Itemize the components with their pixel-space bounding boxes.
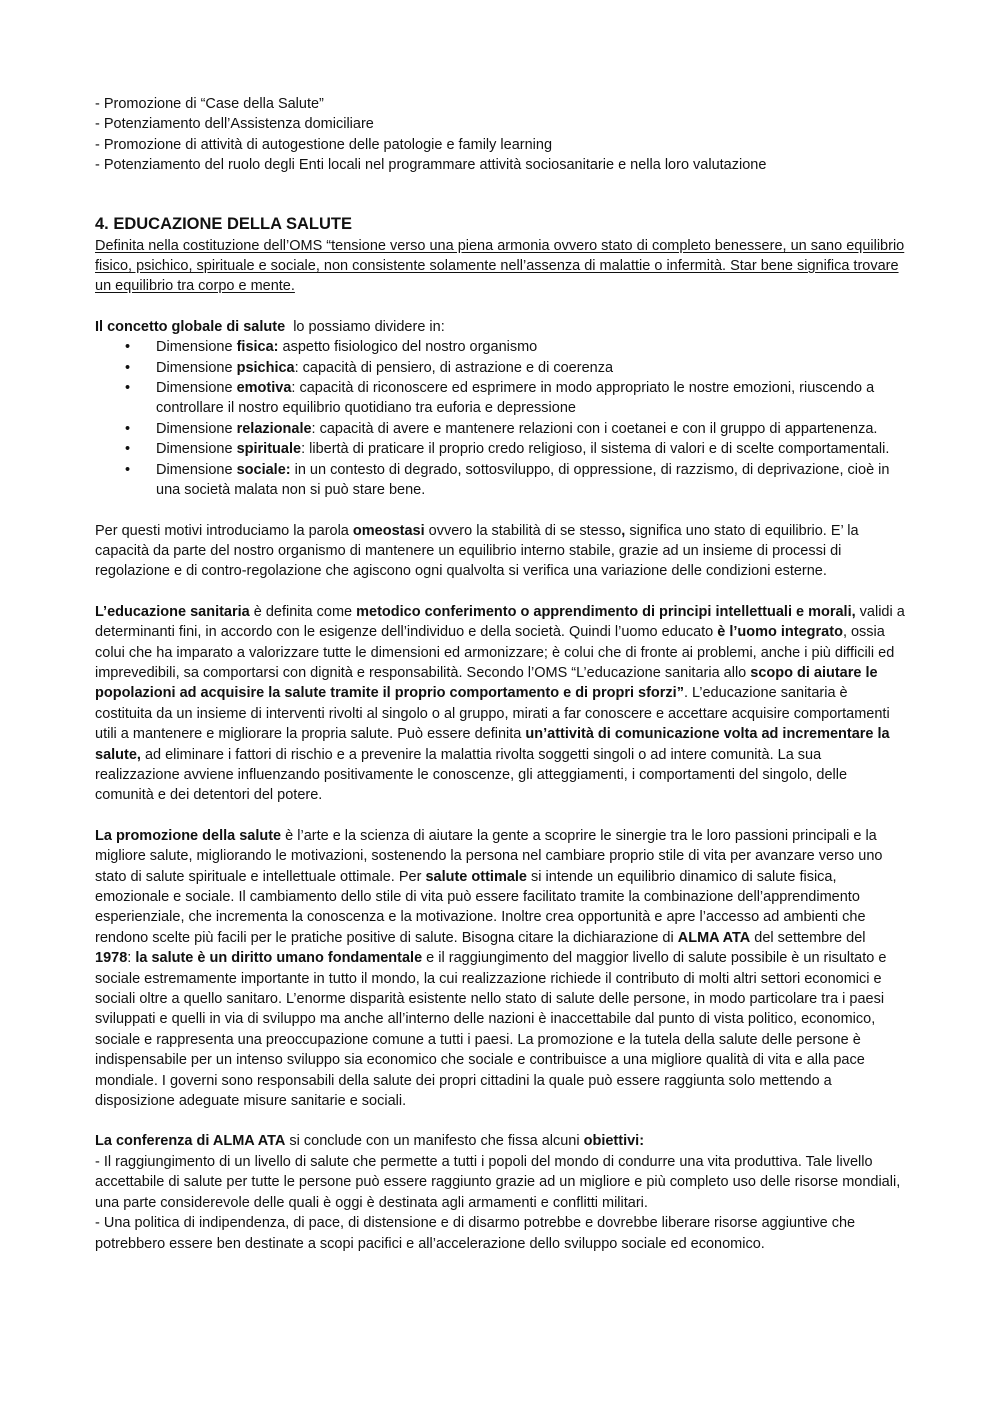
dimension-prefix: Dimensione [156,380,237,397]
text-run: significa uno stato di equilibrio. E’ la capacità da parte del nostro organismo di mantenere un equilibrio interno stabile, grazie ad un insieme di processi di regolazione e di contro-regolazione che agiscono ogni qualvolta si verifica una variazione delle condizioni esterne. [95,522,859,580]
dimension-item [95,358,905,378]
dimension-prefix: Dimensione [156,441,237,458]
bold-term: metodico conferimento o apprendimento di principi intellettuali e morali, [356,603,856,620]
dimension-desc: in un contesto di degrado, sottosviluppo, di oppressione, di razzismo, di deprivazione, cioè in una società malata non si può stare bene. [156,461,890,499]
bullet-glyph: • [125,461,131,478]
text-run: del settembre del [750,929,866,946]
educazione-paragraph [95,602,905,806]
conferenza-section [95,1131,905,1253]
dimension-prefix: Dimensione [156,420,237,437]
dimension-prefix: Dimensione [156,359,237,376]
bold-term: 1978 [95,950,128,967]
bullet-glyph: • [125,441,131,458]
dimension-name: spirituale [236,441,302,458]
bold-term: La promozione della salute [95,827,282,844]
list-item: - Potenziamento dell’Assistenza domiciliare [95,116,374,133]
bold-term: omeostasi [352,522,425,539]
text-run: è l’arte e la scienza di aiutare la gente a scoprire le sinergie tra le loro passioni principali e la migliore salute, migliorando le motivazioni, sostenendo la persona nel cambiare proprio stile di vita per avanzare verso uno stato di salute spirituale e intellettuale ottimale. Per [95,827,883,885]
text-run: ad eliminare i fattori di rischio e a prevenire la malattia rivolta soggetti singoli o ad intere comunità. La sua realizzazione avviene influenzando positivamente le conoscenze, gli atteggiamenti, i comportamenti del singolo, delle comunità e dei detentori del potere. [95,746,848,804]
conferenza-intro [95,1131,905,1151]
document-page [95,94,905,1254]
text-run: validi a determinanti fini, in accordo con le esigenze dell’individuo e della società. Quindi l’uomo educato [95,603,905,641]
dimension-desc: : capacità di pensiero, di astrazione e di coerenza [294,359,614,376]
list-item: - Potenziamento del ruolo degli Enti locali nel programmare attività sociosanitarie e nella loro valutazione [95,157,767,174]
dimension-desc: aspetto fisiologico del nostro organismo [278,339,538,356]
dimension-item [95,460,905,501]
dimension-item [95,439,905,459]
dimension-desc: : libertà di praticare il proprio credo religioso, il sistema di valori e di scelte comportamentali. [301,441,890,458]
dimension-name: relazionale [236,420,312,437]
dimension-list [95,337,905,500]
text-run: è definita come [249,603,357,620]
bold-term: obiettivi: [583,1133,645,1150]
bold-term: La conferenza di ALMA ATA [95,1133,286,1150]
text-run: si intende un equilibrio dinamico di salute fisica, emozionale e sociale. Il cambiamento dello stile di vita può essere facilitato tramite la combinazione dell’apprendimento esperienziale, che incrementa la conoscenza e la motivazione. Inoltre crea opportunità e apre l’accesso ad ambienti che rendono scelte più facili per le pratiche positive di salute. Bisogna citare la dichiarazione di [95,868,866,946]
text-run: ovvero la stabilità di se stesso [424,522,622,539]
bullet-glyph: • [125,380,131,397]
objective-item: - Il raggiungimento di un livello di salute che permette a tutti i popoli del mondo di condurre una vita produttiva. Tale livello accettabile di salute per tutte le persone può essere raggiunto grazie ad un migliore e più completo uso delle risorse mondiali, una parte considerevole delle quali è oggi è destinata agli armamenti e conflitti militari. [95,1153,901,1211]
text-run: , ossia colui che ha imparato a valorizzare tutte le dimensioni ed armonizzare; è colui che di fronte ai problemi, anche i più difficili ed imprevedibili, sa comportarsi con dignità e responsabilità. Secondo l’OMS “L’educazione sanitaria allo [95,624,895,681]
dimension-prefix: Dimensione [156,461,237,478]
bold-term: salute ottimale [425,868,527,885]
dimension-item [95,337,905,357]
concept-intro-text: lo possiamo dividere in: [285,318,445,335]
bullet-glyph: • [125,420,131,437]
bold-term: L’educazione sanitaria [95,603,250,620]
text-run: si conclude con un manifesto che fissa alcuni [285,1133,584,1150]
dimension-item [95,378,905,419]
text-run: . L’educazione sanitaria è costituita da un insieme di interventi rivolti al singolo o al gruppo, mirati a far conoscere e accettare acquisire comportamenti utili a mantenere e migliorare la propria salute. Può essere definita [95,685,890,743]
dimension-desc: : capacità di riconoscere ed esprimere in modo appropriato le nostre emozioni, riuscendo a controllare il nostro equilibrio quotidiano tra euforia e depressione [156,380,875,417]
list-item: - Promozione di attività di autogestione delle patologie e family learning [95,136,553,153]
bold-term: la salute è un diritto umano fondamentale [135,950,423,967]
concept-section [95,317,905,501]
bold-term: scopo di aiutare le popolazioni ad acquisire la salute tramite il proprio comportamento e di propri sforzi” [95,664,878,702]
dimension-prefix: Dimensione [156,339,237,356]
bold-term: ALMA ATA [677,929,751,946]
promozione-paragraph [95,826,905,1112]
dimension-name: sociale: [236,461,291,478]
list-item: - Promozione di “Case della Salute” [95,96,324,112]
dimension-name: fisica: [236,339,279,356]
dimension-name: psichica [236,359,295,376]
dimension-desc: : capacità di avere e mantenere relazioni con i coetanei e con il gruppo di appartenenza. [311,420,878,437]
text-run: e il raggiungimento del maggior livello di salute possibile è un risultato e sociale estremamente importante in tutto il mondo, la cui realizzazione richiede il contributo di molti altri settori economici e sociali oltre a quello sanitaro. L’enorme disparità esistente nello stato di salute delle persone, in modo particolare tra i paesi sviluppati e quelli in via di sviluppo ma anche all’interno delle nazioni è inaccettabile dal punto di vista politico, economico, sociale e rappresenta una preoccupazione comune a tutti i paesi. La promozione e la tutela della salute delle persone è indispensabile per un intenso sviluppo sia economico che sociale e contribuisce a una migliore qualità di vita e alla pace mondiale. I governi sono responsabili della salute dei propri cittadini la quale può essere raggiunta solo mettendo a disposizione adeguate misure sanitarie e sociali. [95,950,887,1110]
bullet-glyph: • [125,339,131,356]
text-run: : [127,950,136,967]
section-heading: 4. EDUCAZIONE DELLA SALUTE [95,214,352,233]
concept-intro [95,317,905,337]
concept-intro-bold: Il concetto globale di salute [95,318,286,335]
omeostasi-paragraph [95,521,905,582]
bullet-glyph: • [125,359,131,376]
dimension-name: emotiva [236,380,292,397]
intro-list [95,94,905,176]
section-definition: Definita nella costituzione dell’OMS “tensione verso una piena armonia ovvero stato di completo benessere, un sano equilibrio fisico, psichico, spirituale e sociale, non consistente solamente nell’assenza di malattie o infermità. Star bene significa trovare un equilibrio tra corpo e mente. [95,237,905,295]
bold-term: è l’uomo integrato [717,624,843,641]
objective-item: - Una politica di indipendenza, di pace, di distensione e di disarmo potrebbe e dovrebbe liberare risorse aggiuntive che potrebbero essere ben destinate a scopi pacifici e all’accelerazione dello sviluppo sociale ed economico. [95,1215,856,1252]
bold-term: un’attività di comunicazione volta ad incrementare la salute, [95,726,890,763]
bold-term: , [621,522,626,539]
dimension-item [95,419,905,439]
text-run: Per questi motivi introduciamo la parola [95,522,353,539]
